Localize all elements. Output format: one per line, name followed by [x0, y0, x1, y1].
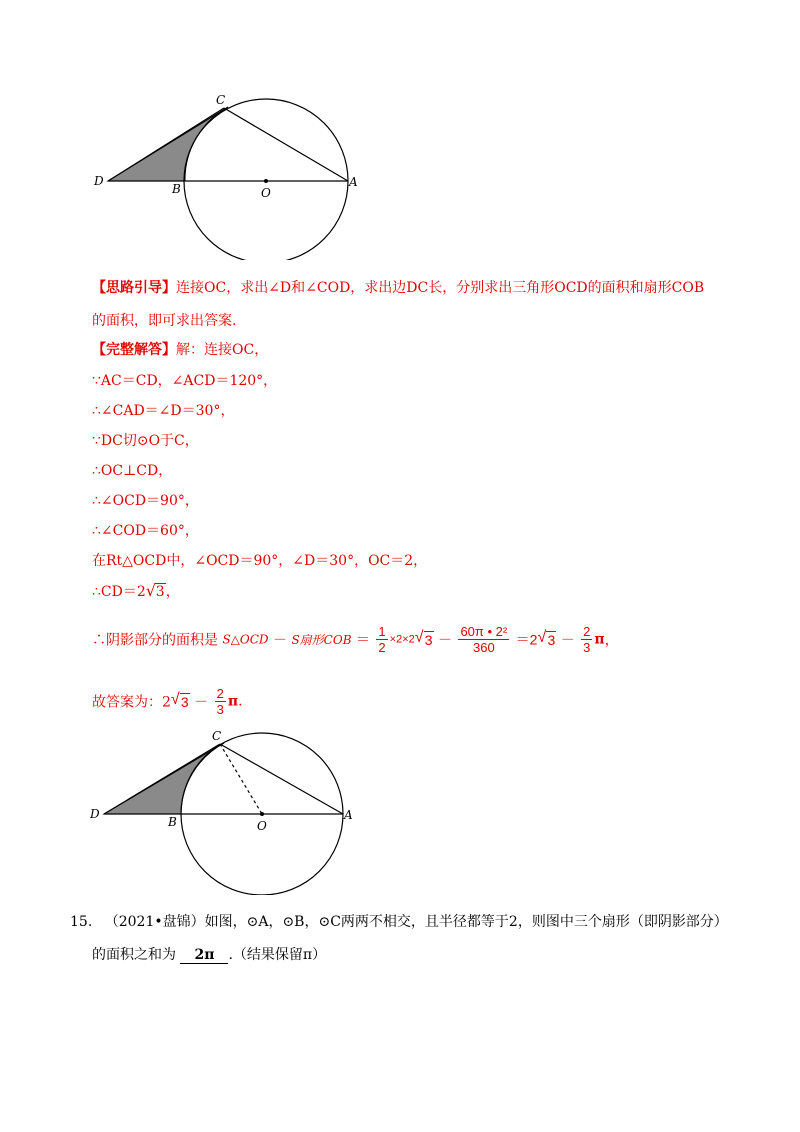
- minus-1: －: [273, 632, 287, 649]
- fraction-two-thirds-b: $\frac{2}{3}$: [216, 686, 224, 717]
- solution-step: ∴OC⊥CD，: [92, 463, 173, 479]
- minus-3: －: [560, 632, 575, 649]
- label-b-2: B: [168, 815, 177, 829]
- solution-step: ∵DC切⊙O于C，: [92, 433, 199, 449]
- solution-step: ∵AC＝CD，∠ACD＝120°，: [92, 373, 278, 389]
- pi-symbol: π: [594, 631, 605, 648]
- label-o-2: O: [257, 819, 267, 833]
- line-ca-2: [220, 744, 343, 814]
- eq-1: ＝: [355, 632, 370, 649]
- line-oc-dashed: [220, 744, 262, 814]
- label-c-2: C: [212, 729, 222, 743]
- hint-tag: 【思路引导】: [92, 280, 176, 296]
- question-text-1: （2021•盘锦）如图，⊙A，⊙B，⊙C两两不相交，且半径都等于2，则图中三个扇形（即阴影部分）: [104, 914, 728, 930]
- figure-circle-tangent-1: [80, 90, 370, 260]
- solution-step: ∴∠COD＝60°，: [92, 523, 199, 539]
- center-point-o-2: [260, 812, 264, 816]
- answer-prefix: 故答案为：2: [92, 694, 171, 711]
- question-15-line-1: [70, 911, 728, 931]
- label-o: O: [261, 186, 271, 200]
- s-sector: S扇形COB: [291, 633, 352, 647]
- line-ca: [224, 108, 348, 181]
- area-end: ，: [604, 632, 619, 649]
- solution-step: 在Rt△OCD中，∠OCD＝90°，∠D＝30°，OC＝2，: [92, 553, 428, 569]
- hint-text-2: 的面积，即可求出答案.: [92, 313, 237, 329]
- hint-text-1: 连接OC，求出∠D和∠COD，求出边DC长，分别求出三角形OCD的面积和扇形COB: [176, 280, 705, 296]
- answer-value: 2π: [194, 947, 215, 963]
- result-prefix: ＝2: [515, 631, 538, 648]
- hint-line-1: [92, 277, 704, 297]
- cd-prefix: ∴CD＝2: [92, 584, 146, 600]
- cd-line: [92, 581, 180, 601]
- hint-line-2: [92, 310, 236, 330]
- solution-step: ∴∠CAD＝∠D＝30°，: [92, 403, 235, 419]
- s-triangle: S△OCD: [222, 632, 269, 647]
- solution-intro-line: [92, 339, 268, 359]
- label-d: D: [94, 174, 104, 188]
- answer-end: .: [238, 693, 243, 710]
- solution-tag: 【完整解答】: [92, 342, 176, 358]
- times-text: ×2×2: [389, 633, 415, 646]
- answer-line: [92, 686, 243, 717]
- figure-circle-tangent-2: [80, 725, 370, 895]
- answer-blank: [180, 947, 228, 964]
- solution-step: ∴∠OCD＝90°，: [92, 493, 199, 509]
- label-b: B: [172, 182, 181, 196]
- cd-suffix: ，: [165, 584, 180, 600]
- fraction-half: $\frac{1}{2}$: [378, 624, 386, 655]
- sqrt-3-c: √ 3: [537, 628, 556, 648]
- question-text-3: .（结果保留π）: [228, 947, 327, 963]
- question-15-line-2: [92, 944, 326, 964]
- fraction-two-thirds: $\frac{2}{3}$: [583, 624, 591, 655]
- fraction-sector: $\frac{\text{60π • 2²}}{360}$: [460, 624, 508, 655]
- sqrt-3: √ 3: [145, 581, 165, 600]
- minus-4: －: [194, 694, 209, 711]
- center-point-o: [264, 179, 268, 183]
- sqrt-3-b: √ 3: [414, 628, 433, 648]
- area-prefix: ∴阴影部分的面积是: [92, 632, 218, 649]
- label-a: A: [349, 175, 358, 189]
- label-a-2: A: [344, 808, 353, 822]
- sqrt-3-d: √ 3: [170, 690, 189, 710]
- label-d-2: D: [90, 807, 100, 821]
- area-line: [92, 624, 619, 655]
- minus-2: －: [438, 632, 452, 649]
- question-number: 15.: [70, 914, 93, 930]
- label-c: C: [216, 93, 226, 107]
- solution-intro: 解：连接OC，: [176, 342, 269, 358]
- pi-symbol-b: π: [227, 693, 239, 710]
- question-text-2: 的面积之和为: [92, 947, 176, 963]
